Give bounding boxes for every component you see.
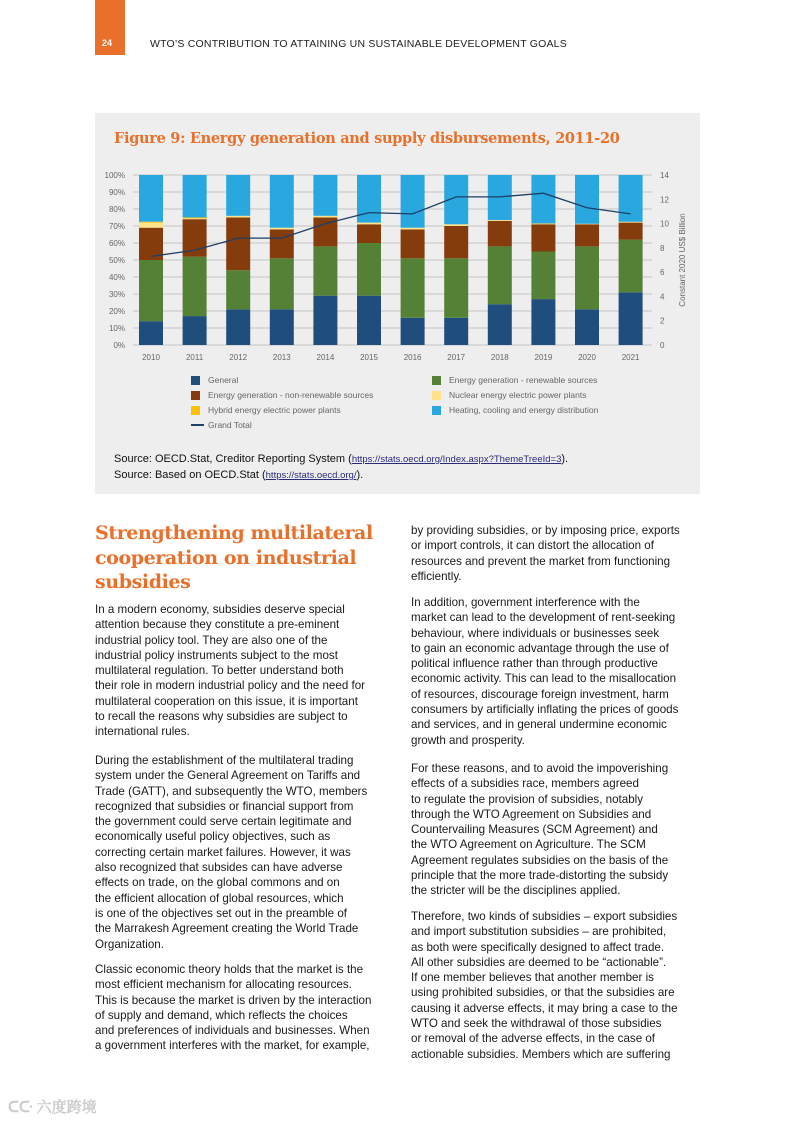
text-line: In a modern economy, subsidies deserve special <box>95 603 345 616</box>
bar-segment <box>488 221 512 247</box>
x-tick-label: 2017 <box>447 353 466 362</box>
y-tick-label: 90% <box>108 188 125 197</box>
text-line: WTO and seek the withdrawal of those subsidies <box>411 1017 662 1031</box>
bar-segment <box>531 299 555 345</box>
bar-segment <box>183 257 207 317</box>
source-link[interactable]: https://stats.oecd.org/ <box>265 470 357 481</box>
legend-item <box>191 375 238 385</box>
text-line: industrial policy instruments subject to the most <box>95 648 338 662</box>
source-line-1 <box>114 453 568 465</box>
text-line: multilateral cooperation on this issue, it is important <box>95 694 358 708</box>
watermark-logo: ᑕᑢ 六度跨境 <box>8 1099 97 1116</box>
y2-tick-label: 6 <box>660 268 665 278</box>
text-line: This is because the market is driven by the interaction <box>95 993 372 1007</box>
grand-total-line <box>151 193 631 256</box>
text-line: Agreement regulates subsidies on the basis of the <box>411 853 669 867</box>
page-number-tab <box>95 0 125 55</box>
legend-label: Energy generation - non-renewable sources <box>208 390 374 400</box>
paragraph <box>95 962 371 1054</box>
bar-segment <box>183 218 207 219</box>
text-line: recognized that subsidies or financial support from <box>95 799 354 813</box>
paragraph <box>95 753 367 952</box>
bar-segment <box>488 246 512 304</box>
legend-label: General <box>208 375 239 385</box>
y2-tick-label: 14 <box>660 171 669 180</box>
bar-segment <box>270 175 294 228</box>
legend-label: Hybrid energy electric power plants <box>208 405 341 415</box>
text-line: their role in modern industrial policy and the need for <box>95 679 366 693</box>
text-line: political influence rather than through productive <box>411 657 658 671</box>
bar-segment <box>313 175 337 216</box>
x-tick-label: 2016 <box>403 353 422 362</box>
text-line: and preferences of individuals and businesses. When <box>95 1024 370 1038</box>
y-tick-label: 80% <box>108 205 125 214</box>
legend-item <box>432 405 598 415</box>
y2-tick-label: 2 <box>660 316 665 326</box>
text-line: correcting certain market failures. However, it was <box>95 845 351 859</box>
bar-segment <box>183 218 207 219</box>
bar-segment <box>226 216 250 218</box>
bar-segment <box>357 296 381 345</box>
text-line: the government could serve certain legitimate and <box>95 815 352 829</box>
legend-item <box>432 390 586 400</box>
bar-segment <box>270 228 294 230</box>
chart-legend <box>95 375 700 435</box>
y-tick-label: 50% <box>108 256 125 265</box>
bar-segment <box>139 175 163 222</box>
bar-segment <box>226 309 250 345</box>
text-line: a government interferes with the market, for example, <box>95 1039 370 1053</box>
paragraph <box>411 595 678 748</box>
legend-item <box>191 420 252 430</box>
bar-segment <box>183 316 207 345</box>
bar-segment <box>357 223 381 225</box>
legend-item <box>191 405 341 415</box>
text-line: the Marrakesh Agreement creating the World Trade <box>95 922 359 936</box>
heading-line: Strengthening multilateral <box>95 522 373 544</box>
text-line: to regulate the provision of subsidies, notably <box>411 792 644 806</box>
text-line: In addition, government interference with the <box>411 596 640 609</box>
y2-tick-label: 0 <box>660 341 665 350</box>
bar-segment <box>226 270 250 309</box>
y-tick-label: 40% <box>108 273 125 282</box>
text-line: For these reasons, and to avoid the impoverishing <box>411 762 669 775</box>
figure-title: Figure 9: Energy generation and supply disbursements, 2011-20 <box>114 130 620 147</box>
legend-swatch <box>191 391 200 400</box>
bar-segment <box>619 223 643 240</box>
legend-label: Nuclear energy electric power plants <box>449 390 587 400</box>
text-line: the WTO Agreement on Agriculture. The SCM <box>411 838 646 852</box>
y-tick-label: 60% <box>108 239 125 248</box>
y-tick-label: 30% <box>108 290 125 299</box>
bar-segment <box>575 175 599 224</box>
text-line: as both were specifically designed to affect trade. <box>411 940 665 954</box>
bar-segment <box>313 296 337 345</box>
legend-label: Grand Total <box>208 420 252 430</box>
y-tick-label: 10% <box>108 324 125 333</box>
text-line: effects on trade, on the global commons and on <box>95 876 340 890</box>
text-line: actionable subsidies. Members which are suffering <box>411 1047 671 1061</box>
legend-label: Heating, cooling and energy distribution <box>449 405 599 415</box>
text-line: of supply and demand, which reflects the choices <box>95 1008 348 1022</box>
legend-item <box>432 375 597 385</box>
bar-segment <box>619 222 643 223</box>
bar-segment <box>357 224 381 243</box>
text-line: principle that the more trade-distorting the subsidy <box>411 869 669 883</box>
text-line: Organization. <box>95 937 164 951</box>
text-line: growth and prosperity. <box>411 733 525 747</box>
text-line: and import substitution subsidies – are prohibited, <box>411 925 667 939</box>
section-heading <box>95 521 395 595</box>
bar-segment <box>575 309 599 345</box>
legend-swatch <box>191 376 200 385</box>
bar-segment <box>619 240 643 293</box>
text-line: efficiently. <box>411 569 462 583</box>
bar-segment <box>270 258 294 309</box>
y2-tick-label: 8 <box>660 243 665 253</box>
y2-axis-label: Constant 2020 US$ Billion <box>678 213 687 307</box>
x-tick-label: 2014 <box>316 353 335 362</box>
x-tick-label: 2015 <box>360 353 378 362</box>
x-tick-label: 2010 <box>142 353 160 362</box>
text-line: behaviour, where individuals or businesses seek <box>411 626 660 640</box>
text-line: resources and prevent the market from functioning <box>411 554 671 568</box>
x-tick-label: 2021 <box>621 353 640 362</box>
legend-swatch <box>432 406 441 415</box>
bar-segment <box>401 258 425 318</box>
source-line-2 <box>114 469 363 481</box>
text-line: consumers by artificially inflating the prices of goods <box>411 703 679 717</box>
text-line: using prohibited subsidies, or that the subsidies are <box>411 986 675 1000</box>
text-line: is one of the objectives set out in the preamble of <box>95 906 347 920</box>
paragraph <box>411 761 668 899</box>
text-line: by providing subsidies, or by imposing price, exports <box>411 524 680 537</box>
bar-segment <box>313 216 337 218</box>
text-line: market can lead to the development of rent-seeking <box>411 611 676 625</box>
page-number: 24 <box>102 38 113 48</box>
x-tick-label: 2012 <box>229 353 248 362</box>
x-tick-label: 2011 <box>185 353 204 362</box>
legend-swatch <box>432 376 441 385</box>
bar-segment <box>575 224 599 246</box>
bar-segment <box>139 260 163 321</box>
text-line: most efficient mechanism for allocating resources. <box>95 978 352 992</box>
text-line: causing it adverse effects, it may bring a case to the <box>411 1001 678 1015</box>
bar-segment <box>575 246 599 309</box>
text-line: economically useful policy objectives, such as <box>95 830 331 844</box>
bar-segment <box>619 175 643 222</box>
source-text: ). <box>356 469 364 481</box>
figure-panel <box>95 113 700 494</box>
text-line: effects of a subsidies race, members agreed <box>411 777 639 791</box>
text-line: international rules. <box>95 725 190 739</box>
text-line: During the establishment of the multilateral trading <box>95 754 354 767</box>
bar-segment <box>226 175 250 216</box>
bar-segment <box>488 220 512 221</box>
bar-segment <box>488 175 512 220</box>
text-line: and services, and in general undermine economic <box>411 718 667 732</box>
bar-segment <box>357 175 381 223</box>
text-line: of resources, discourage foreign investment, harm <box>411 687 669 701</box>
text-line: the stricter will be the disciplines applied. <box>411 884 621 898</box>
text-line: to recall the reasons why subsidies are subject to <box>95 710 348 724</box>
bar-segment <box>139 222 163 223</box>
text-line: or import controls, it can distort the allocation of <box>411 539 654 553</box>
bar-segment <box>531 224 555 251</box>
y2-tick-label: 12 <box>660 195 669 205</box>
text-line: All other subsidies are deemed to be “actionable”. <box>411 955 667 969</box>
bar-segment <box>270 309 294 345</box>
text-line: Classic economic theory holds that the market is the <box>95 963 364 976</box>
x-tick-label: 2018 <box>490 353 509 362</box>
bar-segment <box>226 218 250 271</box>
heading-line: subsidies <box>95 571 191 593</box>
bar-segment <box>357 243 381 296</box>
source-text: Source: OECD.Stat, Creditor Reporting System ( <box>114 453 352 465</box>
bar-segment <box>619 292 643 345</box>
y-tick-label: 20% <box>108 307 125 316</box>
text-line: Therefore, two kinds of subsidies – export subsidies <box>411 910 678 923</box>
source-text: ). <box>561 453 569 465</box>
bar-segment <box>531 175 555 223</box>
text-line: system under the General Agreement on Tariffs and <box>95 769 361 783</box>
paragraph <box>411 523 680 584</box>
bar-segment <box>401 318 425 345</box>
text-line: economic activity. This can lead to the misallocation <box>411 672 677 686</box>
bar-segment <box>183 175 207 218</box>
bar-segment <box>444 224 468 226</box>
bar-segment <box>401 175 425 228</box>
text-line: Trade (GATT), and subsequently the WTO, members <box>95 784 368 798</box>
y2-tick-label: 4 <box>660 292 665 302</box>
y2-tick-label: 10 <box>660 219 669 229</box>
running-title: WTO’S CONTRIBUTION TO ATTAINING UN SUSTAINABLE DEVELOPMENT GOALS <box>150 38 567 50</box>
text-line: the efficient allocation of global resources, which <box>95 891 344 905</box>
bar-segment <box>444 226 468 258</box>
bar-segment <box>139 321 163 345</box>
bar-segment <box>139 223 163 228</box>
x-tick-label: 2019 <box>534 353 553 362</box>
bar-segment <box>575 224 599 225</box>
legend-swatch <box>432 391 441 400</box>
text-line: also recognized that subsides can have adverse <box>95 861 343 875</box>
bar-segment <box>488 304 512 345</box>
text-line: Countervailing Measures (SCM Agreement) and <box>411 823 658 837</box>
paragraph <box>411 909 678 1062</box>
text-line: attention because they constitute a pre-eminent <box>95 618 340 632</box>
text-line: industrial policy tool. They are also one of the <box>95 633 328 647</box>
bar-segment <box>444 258 468 318</box>
x-tick-label: 2013 <box>272 353 291 362</box>
legend-label: Energy generation - renewable sources <box>449 375 598 385</box>
legend-swatch <box>191 406 200 415</box>
bar-segment <box>531 224 555 225</box>
bar-segment <box>401 228 425 230</box>
paragraph <box>95 602 365 740</box>
bar-segment <box>401 229 425 258</box>
source-link[interactable]: https://stats.oecd.org/Index.aspx?ThemeTreeId=3 <box>351 454 562 465</box>
x-tick-label: 2020 <box>578 353 596 362</box>
text-line: multilateral regulation. To better understand both <box>95 664 344 678</box>
bar-segment <box>531 252 555 300</box>
text-line: If one member believes that another member is <box>411 971 654 985</box>
bar-segment <box>444 318 468 345</box>
text-line: to gain an economic advantage through the use of <box>411 641 669 655</box>
source-text: Source: Based on OECD.Stat ( <box>114 469 266 481</box>
legend-item <box>191 390 373 400</box>
text-line: through the WTO Agreement on Subsidies and <box>411 807 652 821</box>
y-tick-label: 70% <box>108 222 125 231</box>
y-tick-label: 0% <box>113 341 125 350</box>
heading-line: cooperation on industrial <box>95 546 357 569</box>
legend-line-swatch <box>191 424 204 426</box>
y-tick-label: 100% <box>104 171 125 180</box>
bar-segment <box>313 246 337 295</box>
bar-segment <box>270 229 294 258</box>
text-line: or removal of the adverse effects, in the case of <box>411 1032 656 1046</box>
